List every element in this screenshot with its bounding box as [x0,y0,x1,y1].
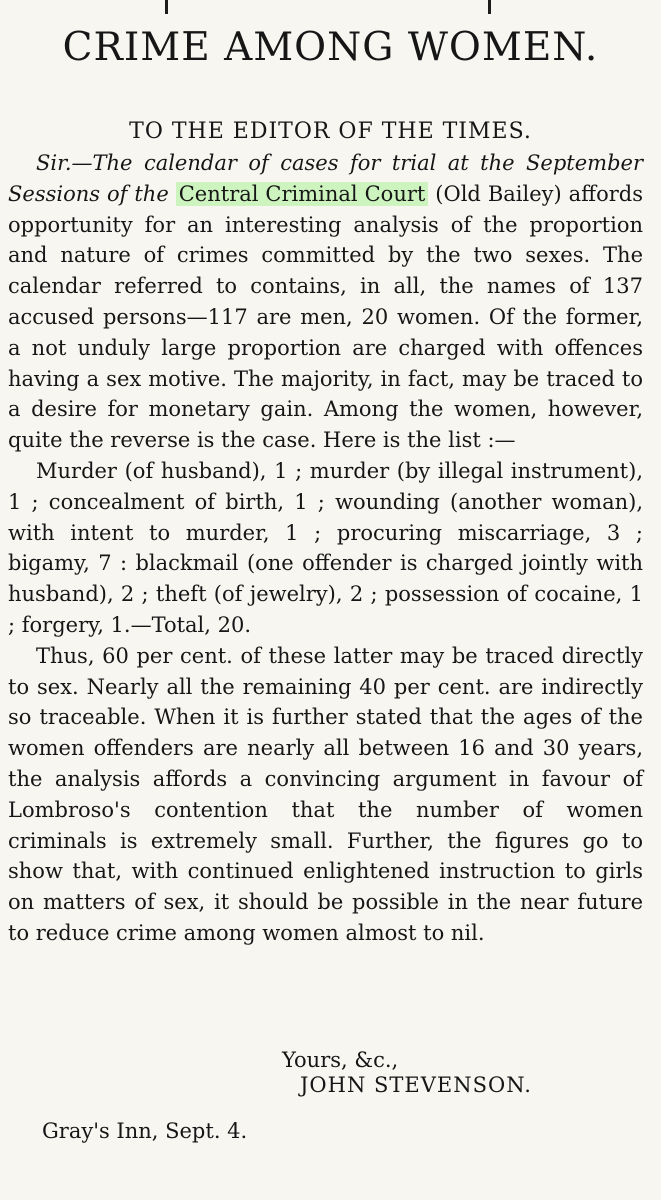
paragraph-1-text-a: The calendar of cases for trial at the September Sessions of the [8,151,643,206]
column-rule-right [488,0,491,14]
headline: CRIME AMONG WOMEN. [62,25,599,70]
salutation: Sir.— [36,151,93,175]
paragraph-2: Murder (of husband), 1 ; murder (by illegal instrument), 1 ; concealment of birth, 1 ; wounding (another woman), with intent to murder, 1 ; procuring miscarriage, 3 ; bigamy, 7 : blackmail (one offender is charged jointly with husband), 2 ; theft (of jewelry), 2 ; possession of cocaine, 1 ; forgery, 1.—Total, 20. [8,458,643,637]
place-date: Gray's Inn, Sept. 4. [42,1119,248,1143]
closing: Yours, &c., [282,1048,399,1072]
paragraph-1-text-b: (Old Bailey) affords opportunity for an interesting analysis of the proportion and nature of crimes committed by the two sexes. The calendar referred to contains, in all, the names of 137 accused persons—117 are men, 20 women. Of the former, a not unduly large proportion are charged with offences having a sex motive. The majority, in fact, may be traced to a desire for monetary gain. Among the women, however, quite the reverse is the case. Here is the list :— [8,181,643,453]
column-rule-left [165,0,168,14]
highlighted-court-name: Central Criminal Court [176,182,429,206]
paragraph-3: Thus, 60 per cent. of these latter may be traced directly to sex. Nearly all the remaining 40 per cent. are indirectly so traceable. When it is further stated that the ages of the women offenders are nearly all between 16 and 30 years, the analysis affords a convincing argument in favour of Lombroso's contention that the number of women criminals is extremely small. Further, the figures go to show that, with continued enlightened instruction to girls on matters of sex, it should be possible in the near future to reduce crime among women almost to nil. [8,643,643,945]
paragraph-1 [8,148,643,456]
letter-body [8,148,643,949]
subheading: TO THE EDITOR OF THE TIMES. [129,119,532,144]
signature-name: JOHN STEVENSON. [300,1073,532,1097]
